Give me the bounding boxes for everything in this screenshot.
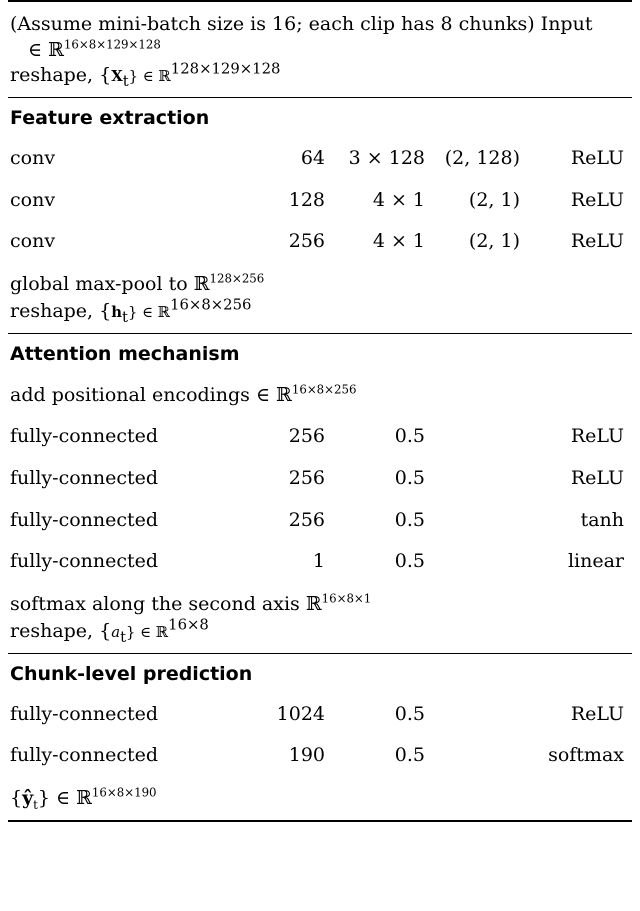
header-line-3-prefix: reshape, { [10, 64, 112, 87]
layer-units: 256 [288, 466, 325, 489]
layer-activation: linear [567, 550, 624, 573]
table-row [8, 416, 632, 458]
layer-shape: 3 × 128 [348, 146, 425, 169]
layer-stride: (2, 1) [468, 188, 520, 211]
note-sup: 16×8×190 [91, 785, 157, 800]
layer-name: fully-connected [10, 466, 159, 489]
note-var: h [111, 303, 122, 321]
table-row [8, 138, 632, 180]
header-line-3-sup: 128×129×128 [170, 60, 281, 78]
table-row [8, 180, 632, 222]
note-sup: 128×256 [209, 271, 265, 286]
attention-notes [8, 583, 632, 652]
section-title-feature-extraction: Feature extraction [10, 106, 210, 129]
layer-units: 64 [300, 146, 325, 169]
bottom-rule [8, 820, 632, 822]
table-header-block [8, 2, 632, 97]
layer-units: 256 [288, 425, 325, 448]
layer-stride: (2, 1) [468, 230, 520, 253]
note-mid: } ∈ ℝ [126, 623, 169, 641]
note-sup: 16×8×256 [170, 296, 252, 314]
layer-units: 1 [312, 550, 325, 573]
header-line-3-mid: } ∈ ℝ [128, 68, 171, 86]
layer-name: fully-connected [10, 508, 159, 531]
table-row [8, 221, 632, 263]
layer-name: conv [10, 188, 56, 211]
note-softmax-axis [10, 591, 630, 618]
table-row [8, 735, 632, 777]
note-text: { [10, 787, 23, 810]
note-var-sub: t [122, 308, 128, 326]
layer-name: conv [10, 146, 56, 169]
note-reshape-h [10, 298, 630, 325]
layer-name: conv [10, 230, 56, 253]
layer-activation: tanh [580, 508, 624, 531]
layer-dropout: 0.5 [394, 425, 425, 448]
header-line-2 [10, 38, 630, 64]
layer-activation: ReLU [570, 146, 624, 169]
note-positional-encodings [10, 382, 630, 409]
layer-shape: 4 × 1 [372, 230, 425, 253]
note-var-sub: t [120, 628, 127, 646]
layer-dropout: 0.5 [394, 550, 425, 573]
table-row [8, 500, 632, 542]
header-line-3-var-sub: t [122, 73, 129, 91]
note-var: ŷ [22, 787, 34, 810]
layer-activation: ReLU [570, 230, 624, 253]
layer-activation: ReLU [570, 188, 624, 211]
chunk-prediction-notes [8, 777, 632, 820]
layer-name: fully-connected [10, 702, 159, 725]
header-line-2-sup: 16×8×129×128 [63, 37, 161, 52]
note-sup: 16×8×256 [291, 382, 357, 397]
layer-shape: 4 × 1 [372, 188, 425, 211]
note-global-max-pool [10, 271, 630, 298]
header-line-1: (Assume mini-batch size is 16; each clip has 8 chunks) Input [10, 13, 593, 35]
table-row [8, 541, 632, 583]
attention-pre-notes [8, 374, 632, 417]
header-line-3-var: X [111, 68, 123, 86]
layer-activation: ReLU [570, 425, 624, 448]
layer-dropout: 0.5 [394, 466, 425, 489]
layer-units: 190 [288, 744, 325, 767]
layer-units: 128 [288, 188, 325, 211]
note-text: reshape, { [10, 619, 112, 642]
feature-extraction-notes [8, 263, 632, 332]
layer-units: 1024 [276, 702, 325, 725]
layer-stride: (2, 128) [444, 146, 520, 169]
section-title-chunk-level-prediction: Chunk-level prediction [10, 662, 253, 685]
table-row [8, 458, 632, 500]
note-sup: 16×8 [168, 616, 209, 634]
layer-units: 256 [288, 508, 325, 531]
layer-name: fully-connected [10, 425, 159, 448]
layer-activation: ReLU [570, 702, 624, 725]
layer-dropout: 0.5 [394, 702, 425, 725]
note-text: global max-pool to ℝ [10, 273, 210, 296]
layer-dropout: 0.5 [394, 508, 425, 531]
note-var: a [111, 623, 121, 641]
layer-name: fully-connected [10, 744, 159, 767]
note-text: reshape, { [10, 299, 112, 322]
header-line-2-prefix: ∈ ℝ [28, 38, 64, 61]
layer-units: 256 [288, 230, 325, 253]
note-text: softmax along the second axis ℝ [10, 593, 322, 616]
note-mid: } ∈ ℝ [127, 303, 171, 321]
header-line-3 [10, 60, 630, 91]
section-title-attention-mechanism: Attention mechanism [10, 342, 240, 365]
layer-dropout: 0.5 [394, 744, 425, 767]
note-reshape-a [10, 618, 630, 645]
note-text: add positional encodings ∈ ℝ [10, 383, 292, 406]
note-sup: 16×8×1 [321, 591, 372, 606]
table-row [8, 694, 632, 736]
note-mid: } ∈ ℝ [37, 787, 92, 810]
layer-name: fully-connected [10, 550, 159, 573]
note-output [10, 785, 630, 812]
layer-activation: softmax [548, 744, 624, 767]
layer-activation: ReLU [570, 466, 624, 489]
note-var-sub: t [33, 797, 38, 812]
